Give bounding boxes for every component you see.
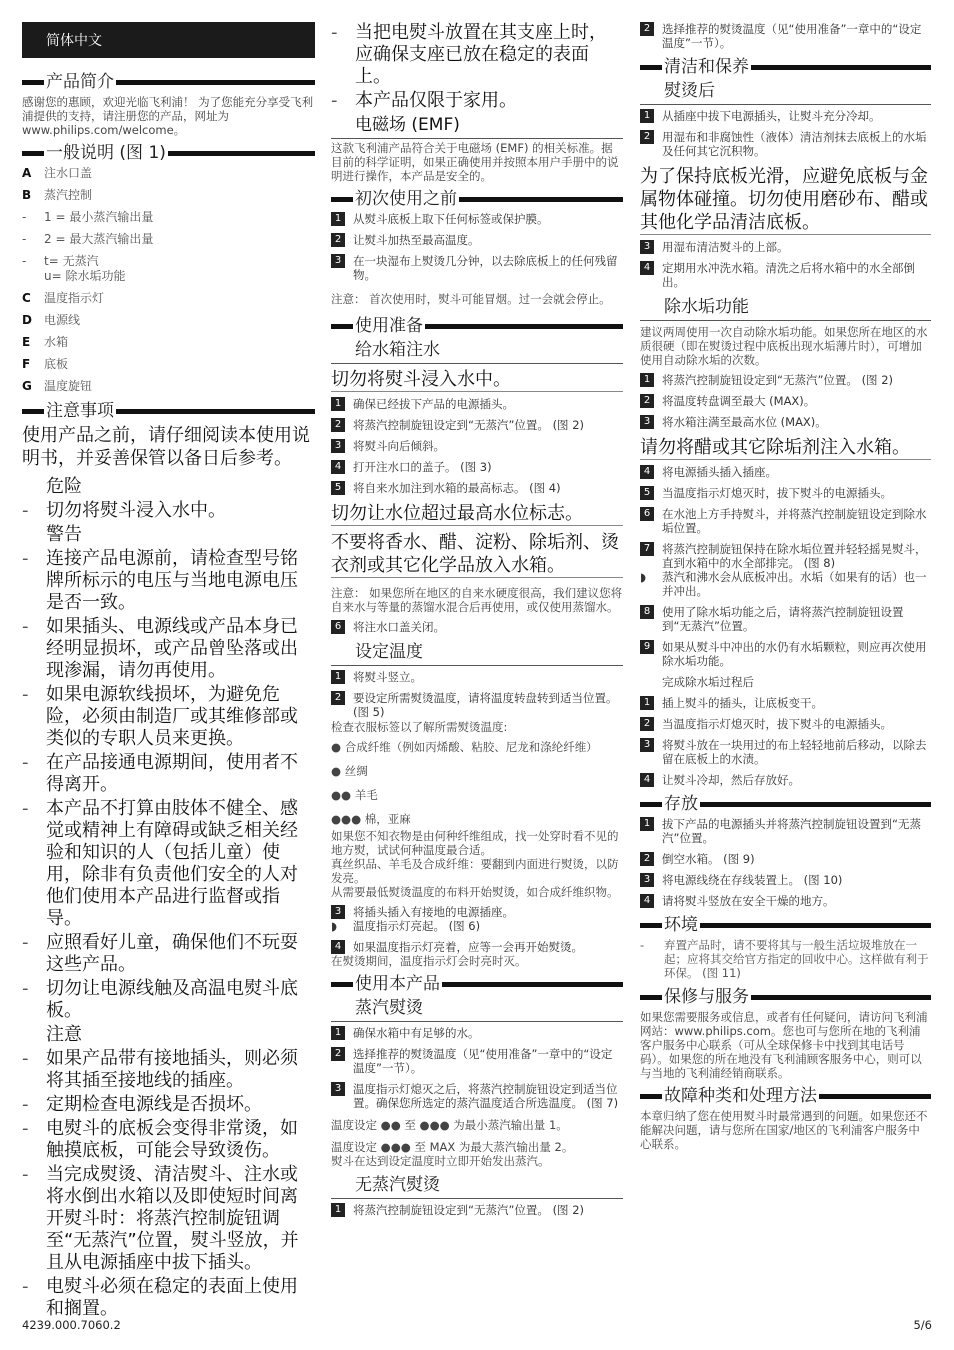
step-number: 7 bbox=[640, 542, 654, 556]
calc-text: 建议两周使用一次自动除水垢功能。如果您所在地区的水质很硬（即在熨烫过程中底板出现水垢薄片时），可增加使用自动除水垢的次数。 bbox=[640, 325, 928, 367]
step-text: 使用了除水垢功能之后，请将蒸汽控制旋钮设置到“无蒸汽”位置。 bbox=[662, 605, 904, 633]
step-number: 1 bbox=[640, 696, 654, 710]
page-number: 5/6 bbox=[913, 1318, 932, 1332]
warning-list bbox=[22, 548, 315, 1022]
part-label bbox=[22, 335, 315, 350]
caution-item bbox=[22, 500, 315, 522]
step-number: 1 bbox=[640, 817, 654, 831]
temp-step-4: 4 如果温度指示灯亮着，应等一会再开始熨烫。 bbox=[331, 940, 623, 954]
caution-intro: 使用产品之前，请仔细阅读本使用说明书，并妥善保管以备日后参考。 bbox=[22, 425, 310, 469]
temp-dot-item: ● 合成纤维（例如丙烯酸、粘胶、尼龙和涤纶纤维） bbox=[331, 740, 598, 754]
step-text: 将熨斗竖立。 bbox=[353, 670, 422, 684]
part-label bbox=[22, 254, 315, 284]
dash-mark: - bbox=[22, 932, 29, 953]
step-number: 4 bbox=[640, 894, 654, 908]
step-number: 4 bbox=[331, 460, 345, 474]
step-number: 1 bbox=[331, 1026, 345, 1040]
section-store-heading: 存放 bbox=[640, 794, 931, 814]
dash-mark: - bbox=[22, 548, 29, 569]
column-3 bbox=[640, 22, 931, 1157]
step-text: 确保已经拔下产品的电源插头。 bbox=[353, 397, 514, 411]
section-clean-heading: 清洁和保养 bbox=[640, 57, 931, 77]
step-number: 5 bbox=[640, 486, 654, 500]
step-number: 5 bbox=[331, 481, 345, 495]
step-item bbox=[640, 507, 931, 535]
first-use-note: 注意： 首次使用时，熨斗可能冒烟。过一会就会停止。 bbox=[331, 292, 611, 306]
step-item bbox=[331, 460, 623, 474]
dash-mark: - bbox=[331, 22, 338, 43]
calc-steps bbox=[640, 373, 931, 429]
caution-item bbox=[22, 548, 315, 614]
step-number: 3 bbox=[331, 1082, 345, 1096]
dry-title: 无蒸汽熨烫 bbox=[331, 1174, 623, 1199]
caution-text: 切勿将熨斗浸入水中。 bbox=[46, 500, 226, 521]
temp-step-3: 3 将插头插入有接地的电源插座。 bbox=[331, 905, 623, 919]
step-item bbox=[331, 670, 623, 684]
step-text: 让熨斗加热至最高温度。 bbox=[353, 233, 480, 247]
step-number: 3 bbox=[331, 439, 345, 453]
part-key: C bbox=[22, 291, 31, 305]
part-label bbox=[22, 291, 315, 306]
caution-text: 如果产品带有接地插头，则必须将其插至接地线的插座。 bbox=[46, 1048, 298, 1091]
step-item bbox=[640, 240, 931, 254]
column-2 bbox=[331, 22, 623, 1224]
step-item bbox=[640, 261, 931, 289]
dash-mark: - bbox=[331, 90, 338, 111]
part-label bbox=[22, 232, 315, 247]
step-item bbox=[640, 465, 931, 479]
calc-steps-3 bbox=[640, 605, 931, 668]
step-number: 1 bbox=[331, 397, 345, 411]
temp-text-5: 在熨烫期间，温度指示灯会时亮时灭。 bbox=[331, 954, 527, 968]
part-label bbox=[22, 357, 315, 372]
dash-mark: - bbox=[22, 978, 29, 999]
part-key: A bbox=[22, 166, 32, 180]
calc-steps-2 bbox=[640, 465, 931, 570]
step-text: 温度指示灯熄灭之后，将蒸汽控制旋钮设定到适当位置。确保您所选定的蒸汽温度适合所选温度。 (图 7) bbox=[353, 1082, 619, 1110]
temp-steps bbox=[331, 670, 623, 719]
step-number: 4 bbox=[640, 465, 654, 479]
step-number: 1 bbox=[331, 212, 345, 226]
part-key: E bbox=[22, 335, 31, 349]
step-number: 3 bbox=[640, 415, 654, 429]
caution-item bbox=[22, 1164, 315, 1274]
step-text: 将熨斗向后倾斜。 bbox=[353, 439, 445, 453]
caution-text: 切勿让电源线触及高温电熨斗底板。 bbox=[46, 978, 298, 1021]
caution-text: 应照看好儿童，确保他们不玩耍这些产品。 bbox=[46, 932, 298, 975]
part-text: 注水口盖 bbox=[44, 166, 93, 180]
part-text: 电源线 bbox=[44, 313, 81, 327]
step-item bbox=[640, 738, 931, 766]
caution-text: 电熨斗必须在稳定的表面上使用和搁置。 bbox=[46, 1276, 298, 1319]
step-number: 4 bbox=[640, 773, 654, 787]
step-number: 9 bbox=[640, 640, 654, 654]
part-text: 温度旋钮 bbox=[44, 379, 93, 393]
emf-text: 这款飞利浦产品符合关于电磁场 (EMF) 的相关标准。据目前的科学证明，如果正确使用并按照本用户手册中的说明进行操作，本产品是安全的。 bbox=[331, 138, 623, 183]
step-text: 在一块湿布上熨烫几分钟，以去除底板上的任何残留物。 bbox=[353, 254, 618, 282]
step-text: 将熨斗放在一块用过的布上轻轻地前后移动，以除去留在底板上的水渍。 bbox=[662, 738, 927, 766]
step-item bbox=[640, 394, 931, 408]
temp-text-2: 如果您不知衣物是由何种纤维组成，找一处穿时看不见的地方熨，试试何种温度最合适。 bbox=[331, 829, 619, 857]
fill-warning: 切勿将熨斗浸入水中。 bbox=[331, 368, 623, 392]
step-item bbox=[640, 542, 931, 570]
dash-mark: - bbox=[22, 798, 29, 819]
step-item bbox=[331, 212, 623, 226]
caution-text: 当把电熨斗放置在其支座上时，应确保支座已放在稳定的表面上。 bbox=[355, 22, 607, 87]
fill-warning-2: 切勿让水位超过最高水位标志。 bbox=[331, 502, 623, 526]
dash-mark: - bbox=[22, 500, 29, 521]
steam-steps bbox=[331, 1026, 623, 1110]
step-item bbox=[331, 439, 623, 453]
step-item bbox=[331, 1026, 623, 1040]
fill-steps bbox=[331, 397, 623, 495]
first-use-steps bbox=[331, 212, 623, 282]
step-number: 2 bbox=[331, 1047, 345, 1061]
step-text: 当温度指示灯熄灭时，拔下熨斗的电源插头。 bbox=[662, 717, 892, 731]
temp-text-3: 真丝织品、羊毛及合成纤维：要翻到内面进行熨烫，以防发亮。 bbox=[331, 857, 619, 885]
section-intro-heading: 产品简介 bbox=[22, 72, 315, 92]
step-item bbox=[640, 373, 931, 387]
step-item bbox=[640, 696, 931, 710]
step-item bbox=[640, 640, 931, 668]
step-text: 用湿布和非腐蚀性（液体）清洁剂抹去底板上的水垢及任何其它沉积物。 bbox=[662, 130, 927, 158]
step-text: 倒空水箱。 (图 9) bbox=[662, 852, 755, 866]
step-text: 用湿布清洁熨斗的上部。 bbox=[662, 240, 789, 254]
caution-item bbox=[22, 798, 315, 930]
part-labels bbox=[22, 166, 315, 394]
step-text: 要设定所需熨烫温度，请将温度转盘转到适当位置。 (图 5) bbox=[353, 691, 618, 719]
caution-item bbox=[331, 90, 623, 112]
step-text: 打开注水口的盖子。 (图 3) bbox=[353, 460, 492, 474]
steam-text-3: 熨斗在达到设定温度时立即开始发出蒸汽。 bbox=[331, 1154, 550, 1168]
after-warning: 为了保持底板光滑，应避免底板与金属物体碰撞。切勿使用磨砂布、醋或其他化学品清洁底板。 bbox=[640, 165, 931, 235]
step-item bbox=[331, 233, 623, 247]
step-text: 拔下产品的电源插头并将蒸汽控制旋钮设置到“无蒸汽”位置。 bbox=[662, 817, 921, 845]
caution-text: 当完成熨烫、清洁熨斗、注水或将水倒出水箱以及即使短时间离开熨斗时：将蒸汽控制旋钮调至“无蒸汽”位置，熨斗竖放，并且从电源插座中拔下插头。 bbox=[46, 1164, 299, 1273]
step-item bbox=[640, 130, 931, 158]
calc-bullet: ◗ 蒸汽和沸水会从底板冲出。水垢（如果有的话）也一并冲出。 bbox=[640, 570, 927, 598]
section-caution-heading: 注意事项 bbox=[22, 401, 315, 421]
part-key: - bbox=[22, 210, 27, 224]
dry-step-1: 1 将蒸汽控制旋钮设定到“无蒸汽”位置。 (图 2) bbox=[331, 1203, 623, 1217]
caution-item bbox=[331, 22, 623, 88]
after-steps bbox=[640, 109, 931, 158]
caution-text: 本产品不打算由肢体不健全、感觉或精神上有障碍或缺乏相关经验和知识的人（包括儿童）使用，除非有负责他们安全的人对他们使用本产品进行监督或指导。 bbox=[46, 798, 298, 929]
part-label bbox=[22, 379, 315, 394]
dash-mark: - bbox=[22, 1276, 29, 1297]
caution-item bbox=[22, 1094, 315, 1116]
caution-item bbox=[22, 978, 315, 1022]
temp-dot-item: ●● 羊毛 bbox=[331, 788, 378, 802]
step-number: 2 bbox=[331, 233, 345, 247]
step-item bbox=[331, 691, 623, 719]
step-item bbox=[640, 852, 931, 866]
step-text: 将自来水加注到水箱的最高标志。 (图 4) bbox=[353, 481, 561, 495]
step-text: 将蒸汽控制旋钮设定到“无蒸汽”位置。 (图 2) bbox=[662, 373, 894, 387]
step-item bbox=[640, 486, 931, 500]
warning-label: 警告 bbox=[46, 524, 82, 545]
step-item bbox=[331, 254, 623, 282]
part-text: t= 无蒸汽 u= 除水垢功能 bbox=[44, 254, 126, 283]
step-number: 3 bbox=[640, 240, 654, 254]
note-list bbox=[22, 1048, 315, 1320]
step-number: 1 bbox=[640, 373, 654, 387]
step-number: 8 bbox=[640, 605, 654, 619]
step-item bbox=[331, 1047, 623, 1075]
part-key: F bbox=[22, 357, 31, 371]
step-item bbox=[640, 873, 931, 887]
steam-title: 蒸汽熨烫 bbox=[331, 997, 623, 1022]
temp-text-4: 从需要最低熨烫温度的布料开始熨烫，如合成纤维织物。 bbox=[331, 885, 619, 899]
part-text: 底板 bbox=[44, 357, 69, 371]
step-number: 1 bbox=[331, 670, 345, 684]
caution-text: 电熨斗的底板会变得非常烫，如触摸底板，可能会导致烫伤。 bbox=[46, 1118, 298, 1161]
part-key: G bbox=[22, 379, 32, 393]
dash-mark: - bbox=[22, 752, 29, 773]
step-item bbox=[640, 109, 931, 123]
step-number: 2 bbox=[640, 130, 654, 144]
step-number: 3 bbox=[640, 738, 654, 752]
steam-text-1: 温度设定 ●● 至 ●●● 为最小蒸汽输出量 1。 bbox=[331, 1118, 568, 1132]
calc-title: 除水垢功能 bbox=[640, 296, 931, 321]
dash-mark: - bbox=[22, 1164, 29, 1185]
caution-text: 本产品仅限于家用。 bbox=[355, 90, 517, 111]
part-text: 温度指示灯 bbox=[44, 291, 105, 305]
caution-item bbox=[22, 1276, 315, 1320]
step-text: 请将熨斗竖放在安全干燥的地方。 bbox=[662, 894, 835, 908]
part-label bbox=[22, 188, 315, 203]
step-item bbox=[331, 1082, 623, 1110]
caution-item bbox=[22, 616, 315, 682]
caution-item bbox=[22, 684, 315, 750]
fill-title: 给水箱注水 bbox=[331, 339, 623, 364]
step-text: 在水池上方手持熨斗，并将蒸汽控制旋钮设定到除水垢位置。 bbox=[662, 507, 927, 535]
temp-bullet: ◗ 温度指示灯亮起。 (图 6) bbox=[331, 919, 481, 933]
step-number: 3 bbox=[331, 254, 345, 268]
step-item bbox=[640, 415, 931, 429]
step-text: 将蒸汽控制旋钮设定到“无蒸汽”位置。 (图 2) bbox=[353, 418, 585, 432]
step-item bbox=[331, 397, 623, 411]
section-description-heading: 一般说明 (图 1) bbox=[22, 143, 315, 163]
part-text: 1 = 最小蒸汽输出量 bbox=[44, 210, 154, 224]
done-steps bbox=[640, 696, 931, 787]
fill-note: 注意： 如果您所在地区的自来水硬度很高，我们建议您将自来水与等量的蒸馏水混合后再使用，或仅使用蒸馏水。 bbox=[331, 586, 623, 614]
dash-mark: - bbox=[22, 684, 29, 705]
step-text: 如果从熨斗中冲出的水仍有水垢颗粒，则应再次使用除水垢功能。 bbox=[662, 640, 927, 668]
step-text: 选择推荐的熨烫温度（见“使用准备”一章中的“设定温度”一节）。 bbox=[353, 1047, 613, 1075]
caution-text: 连接产品电源前，请检查型号铭牌所标示的电压与当地电源电压是否一致。 bbox=[46, 548, 298, 613]
dash-mark: - bbox=[22, 1118, 29, 1139]
step-text: 从熨斗底板上取下任何标签或保护膜。 bbox=[353, 212, 549, 226]
step-number: 4 bbox=[640, 261, 654, 275]
section-service-heading: 保修与服务 bbox=[640, 987, 931, 1007]
dash-mark: - bbox=[22, 1048, 29, 1069]
step-number: 2 bbox=[331, 691, 345, 705]
caution-text: 如果电源软线损坏，为避免危险，必须由制造厂或其维修部或类似的专职人员来更换。 bbox=[46, 684, 298, 749]
top-list bbox=[331, 22, 623, 112]
fill-warning-3: 不要将香水、醋、淀粉、除垢剂、烫衣剂或其它化学品放入水箱。 bbox=[331, 531, 623, 578]
step-text: 定期用水冲洗水箱。清洗之后将水箱中的水全部倒出。 bbox=[662, 261, 915, 289]
part-key: - bbox=[22, 232, 27, 246]
step-text: 将蒸汽控制旋钮保持在除水垢位置并轻轻摇晃熨斗，直到水箱中的水全部排完。 (图 8) bbox=[662, 542, 927, 570]
dry-step-2: 2 选择推荐的熨烫温度（见“使用准备”一章中的“设定温度”一节）。 bbox=[640, 22, 931, 50]
column-1 bbox=[22, 22, 315, 1322]
step-text: 从插座中拔下电源插头，让熨斗充分冷却。 bbox=[662, 109, 881, 123]
step-text: 确保水箱中有足够的水。 bbox=[353, 1026, 480, 1040]
caution-text: 在产品接通电源期间，使用者不得离开。 bbox=[46, 752, 298, 795]
danger-label: 危险 bbox=[46, 476, 82, 497]
temp-title: 设定温度 bbox=[331, 641, 623, 666]
temp-text-1: 检查衣服标签以了解所需熨烫温度: bbox=[331, 720, 508, 734]
service-text: 如果您需要服务或信息，或者有任何疑问，请访问飞利浦网站：www.philips.com。您也可与您所在地的飞利浦客户服务中心联系（可从全球保修卡中找到其电话号码）。如果您的所在地没有飞利浦顾客服务中心，则可以与当地的飞利浦经销商联系。 bbox=[640, 1010, 928, 1080]
part-key: B bbox=[22, 188, 32, 202]
step-number: 2 bbox=[331, 418, 345, 432]
step-item bbox=[640, 773, 931, 787]
step-item bbox=[640, 894, 931, 908]
part-key: - bbox=[22, 254, 27, 268]
step-text: 将温度转盘调至最大 (MAX)。 bbox=[662, 394, 816, 408]
step-text: 插上熨斗的插头，让底板变干。 bbox=[662, 696, 823, 710]
step-number: 1 bbox=[640, 109, 654, 123]
language-label: 简体中文 bbox=[22, 22, 315, 58]
store-steps bbox=[640, 817, 931, 908]
intro-text: 感谢您的惠顾，欢迎光临飞利浦！ 为了您能充分享受飞利浦提供的支持，请注册您的产品，网址为 www.philips.com/welcome。 bbox=[22, 95, 314, 137]
caution-item bbox=[22, 752, 315, 796]
calc-done-label: 完成除水垢过程后 bbox=[662, 675, 754, 689]
caution-text: 定期检查电源线是否损坏。 bbox=[46, 1094, 262, 1115]
fill-step-6: 6 将注水口盖关闭。 bbox=[331, 620, 623, 634]
caution-item bbox=[22, 1048, 315, 1092]
caution-item bbox=[22, 932, 315, 976]
note-label: 注意 bbox=[46, 1024, 82, 1045]
part-label bbox=[22, 210, 315, 225]
step-item bbox=[640, 717, 931, 731]
step-text: 将水箱注满至最高水位 (MAX)。 bbox=[662, 415, 827, 429]
emf-title: 电磁场 (EMF) bbox=[355, 115, 460, 135]
after-title: 熨烫后 bbox=[640, 80, 931, 105]
temp-dot-item: ●●● 棉，亚麻 bbox=[331, 812, 411, 826]
calc-warning: 请勿将醋或其它除垢剂注入水箱。 bbox=[640, 436, 931, 460]
part-label bbox=[22, 166, 315, 181]
part-text: 2 = 最大蒸汽输出量 bbox=[44, 232, 154, 246]
part-key: D bbox=[22, 313, 32, 327]
step-text: 当温度指示灯熄灭时，拔下熨斗的电源插头。 bbox=[662, 486, 892, 500]
step-item bbox=[640, 817, 931, 845]
part-text: 蒸汽控制 bbox=[44, 188, 93, 202]
after-steps-2 bbox=[640, 240, 931, 289]
step-item bbox=[331, 481, 623, 495]
section-prep-heading: 使用准备 bbox=[331, 316, 623, 336]
env-text: - 弃置产品时，请不要将其与一般生活垃圾堆放在一起；应将其交给官方指定的回收中心。这样做有利于环保。 (图 11) bbox=[640, 938, 929, 980]
steam-text-2: 温度设定 ●●● 至 MAX 为最大蒸汽输出量 2。 bbox=[331, 1140, 574, 1154]
step-number: 2 bbox=[640, 852, 654, 866]
caution-item bbox=[22, 1118, 315, 1162]
section-env-heading: 环境 bbox=[640, 915, 931, 935]
part-label bbox=[22, 313, 315, 328]
step-text: 将电源线绕在存线装置上。 (图 10) bbox=[662, 873, 843, 887]
step-item bbox=[640, 605, 931, 633]
step-number: 2 bbox=[640, 394, 654, 408]
temp-dot-item: ● 丝绸 bbox=[331, 764, 368, 778]
caution-text: 如果插头、电源线或产品本身已经明显损坏，或产品曾坠落或出现渗漏，请勿再使用。 bbox=[46, 616, 298, 681]
dash-mark: - bbox=[22, 616, 29, 637]
section-first-use-heading: 初次使用之前 bbox=[331, 189, 623, 209]
section-use-heading: 使用本产品 bbox=[331, 974, 623, 994]
doc-code: 4239.000.7060.2 bbox=[22, 1318, 121, 1332]
section-trouble-heading: 故障种类和处理方法 bbox=[640, 1086, 931, 1106]
step-number: 6 bbox=[640, 507, 654, 521]
temp-dots bbox=[331, 740, 623, 826]
dash-mark: - bbox=[22, 1094, 29, 1115]
step-number: 2 bbox=[640, 717, 654, 731]
step-number: 3 bbox=[640, 873, 654, 887]
step-item bbox=[331, 418, 623, 432]
trouble-text: 本章归纳了您在使用熨斗时最常遇到的问题。如果您还不能解决问题，请与您所在国家/地区的飞利浦客户服务中心联系。 bbox=[640, 1109, 928, 1151]
danger-list bbox=[22, 500, 315, 522]
part-text: 水箱 bbox=[44, 335, 69, 349]
step-text: 将电源插头插入插座。 bbox=[662, 465, 777, 479]
step-text: 让熨斗冷却，然后存放好。 bbox=[662, 773, 800, 787]
